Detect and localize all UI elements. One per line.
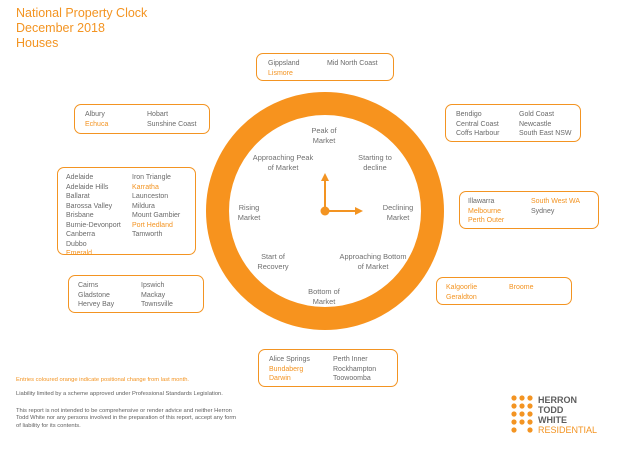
group-bottom-col-right [333, 355, 376, 384]
region-name: Adelaide Hills [66, 183, 109, 191]
region-name: Ballarat [66, 193, 90, 200]
group-top-left-col-right [147, 110, 196, 129]
region-name: Launceston [132, 193, 169, 200]
region-name: Mount Gambier [132, 212, 181, 219]
group-top-right-col-right [519, 110, 572, 139]
region-name: Karratha [132, 183, 159, 191]
title-line-3: Houses [16, 36, 59, 50]
group-right-col-left [468, 197, 504, 226]
liability-note: Liability limited by a scheme approved under Professional Standards Legislation. [16, 391, 223, 397]
region-name: Townsville [141, 301, 173, 308]
region-name: Barossa Valley [66, 202, 113, 210]
group-bottom-right-col-right [509, 283, 534, 293]
group-top-right-col-left [456, 110, 499, 139]
region-name: Hobart [147, 111, 169, 118]
region-name: Cairns [78, 282, 99, 289]
region-name: Canberra [66, 231, 96, 238]
group-box-top [256, 53, 394, 81]
disclaimer-note: This report is not intended to be comprehensive or render advice and neither Herron Todd White nor any persons involved in the preparation of this report, accept any form of liability for its contents. [16, 408, 237, 429]
region-name: Bendigo [456, 111, 482, 118]
stage-rising: Rising Market [237, 203, 261, 222]
region-name: Port Hedland [132, 221, 173, 229]
logo-line-1: HERRON [538, 395, 578, 405]
group-box-bottom-left [68, 275, 204, 313]
region-name: Tamworth [132, 231, 163, 238]
region-name: Mackay [141, 291, 166, 299]
region-name: Mid North Coast [327, 60, 378, 67]
region-name: Illawarra [468, 198, 495, 205]
region-name: Albury [85, 111, 105, 118]
region-name: Mildura [132, 202, 155, 210]
region-name: Rockhampton [333, 365, 377, 373]
group-bottom-right-col-left [446, 283, 477, 302]
region-name: Melbourne [468, 207, 502, 215]
group-box-top-left [74, 104, 210, 134]
region-name: Geraldton [446, 293, 477, 301]
region-name: Adelaide [66, 174, 94, 181]
stage-bottom: Bottom of Market [308, 287, 340, 306]
stage-starting-to-decline: Starting to decline [358, 153, 392, 172]
title-line-2: December 2018 [16, 21, 105, 35]
region-name: Lismore [268, 69, 293, 77]
region-name: Dubbo [66, 240, 87, 248]
region-name: Sunshine Coast [147, 120, 197, 128]
region-name: Gold Coast [519, 111, 555, 118]
region-name: Hervey Bay [78, 301, 115, 308]
region-name: Gladstone [78, 291, 110, 299]
region-name: Central Coast [456, 120, 499, 128]
region-name: Alice Springs [269, 356, 310, 363]
stage-approaching-bottom: Approaching Bottom of Market [339, 252, 407, 271]
group-box-top-right [445, 104, 581, 142]
region-name: Bundaberg [269, 365, 304, 373]
htw-logo-mark [510, 394, 536, 434]
stage-approaching-peak: Approaching Peak of Market [252, 153, 314, 172]
region-name: South East NSW [519, 130, 572, 137]
region-name: Coffs Harbour [456, 130, 500, 137]
region-name: Ipswich [141, 282, 165, 289]
region-name: Burnie-Devonport [66, 221, 121, 229]
region-name: Kalgoorlie [446, 284, 478, 291]
region-name: Echuca [85, 120, 109, 128]
hour-hand-arrowhead [321, 173, 329, 181]
group-left-col-right [132, 173, 180, 240]
region-name: Emerald [66, 250, 93, 257]
group-right-col-right [531, 197, 580, 216]
region-name: Perth Outer [468, 217, 505, 224]
group-box-left [57, 167, 196, 255]
group-box-bottom [258, 349, 398, 387]
logo-line-2: TODD [538, 405, 564, 415]
htw-logo-text [538, 395, 597, 435]
legend-note: Entries coloured orange indicate positional change from last month. [16, 377, 190, 383]
region-name: Gippsland [268, 60, 300, 67]
region-name: Newcastle [519, 120, 552, 128]
group-top-left-col-left [85, 110, 108, 129]
region-name: Broome [509, 284, 534, 291]
region-name: Sydney [531, 207, 555, 215]
region-name: Iron Triangle [132, 174, 171, 181]
group-bottom-left-col-left [78, 281, 114, 310]
region-name: Perth Inner [333, 356, 368, 363]
group-left-col-left [66, 173, 121, 259]
region-name: South West WA [531, 198, 581, 205]
title-line-1: National Property Clock [16, 6, 148, 20]
region-name: Brisbane [66, 212, 94, 219]
stage-start-of-recovery: Start of Recovery [257, 252, 289, 271]
region-name: Toowoomba [333, 375, 371, 382]
stage-declining: Declining Market [382, 203, 414, 222]
region-name: Darwin [269, 375, 291, 382]
group-bottom-left-col-right [141, 281, 173, 310]
stage-peak: Peak of Market [311, 126, 337, 145]
group-box-bottom-right [436, 277, 572, 305]
group-top-col-right [327, 59, 378, 69]
logo-line-4: RESIDENTIAL [538, 425, 598, 435]
group-box-right [459, 191, 599, 229]
minute-hand-arrowhead [355, 207, 363, 215]
group-top-col-left [268, 59, 300, 78]
logo-line-3: WHITE [538, 415, 567, 425]
clock-center-dot [321, 207, 330, 216]
